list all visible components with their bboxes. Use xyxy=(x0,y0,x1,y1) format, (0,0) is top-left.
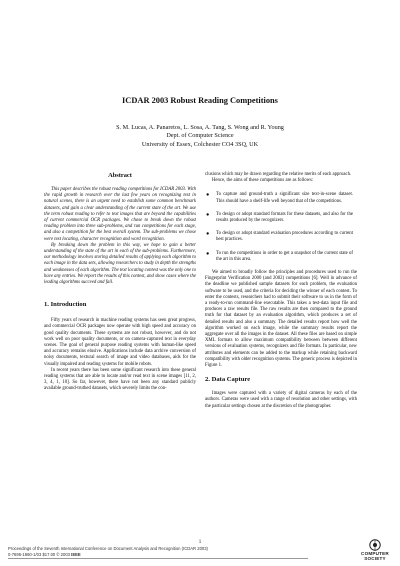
right-paragraph-3: We aimed to broadly follow the principles and procedures used to run the Fingerprint Verification 2000 (and 2002) competitions [6]. Well in advance of the deadline we published sample datasets for each problem, the evaluation software to be used, and the criteria for deciding the winner of each contest. To enter the contests, researchers had to submit their software to us in the form of a ready-to-run command-line executable. This takes a test-data input file and produces a raw results file. The raw results are then compared to the ground truth for that dataset by an evaluation algorithm, which produces a set of detailed results and also a summary. The detailed results report how well the algorithm worked on each image, while the summary results report the aggregate over all the images in the dataset. All these files are based on simple XML formats to allow maximum compatibility between between different versions of evaluation systems, recognizers and file formats. In particular, new attributes and elements can be added to the markup while retaining backward compatibility with older recognition systems. The generic process is depicted in Figure 1. xyxy=(205,270,357,369)
logo-text-line-2: SOCIETY xyxy=(364,556,386,561)
abstract-heading: Abstract xyxy=(108,172,132,179)
department-line: Dept. of Computer Science xyxy=(166,132,234,140)
right-paragraph-4: Images were captured with a variety of digital cameras by each of the authors. Cameras were used with a range of resolution and other settings, with the particular settings chosen at the discretion of the photographer. xyxy=(205,391,357,409)
proceedings-line: Proceedings of the Seventh International Conference on Document Analysis and Recognition (ICDAR 2003) xyxy=(8,546,208,551)
paper-title: ICDAR 2003 Robust Reading Competitions xyxy=(122,96,278,105)
aims-list-item-text: To design or adopt standard formats for these datasets, and also for the results produced by the recognizers. xyxy=(216,211,353,224)
aims-list-item-text: To capture and ground-truth a significant size text-in-scene dataset. This should have a shelf-life well beyond that of the competitions. xyxy=(216,192,353,204)
computer-society-emblem-icon xyxy=(368,539,382,551)
proceedings-footer xyxy=(8,546,208,557)
aims-list xyxy=(205,192,357,263)
bullet-icon: ● xyxy=(206,192,210,199)
bullet-icon: ● xyxy=(206,250,210,257)
intro-paragraph-1: Fifty years of research in machine reading systems has seen great progress, and commercial OCR packages now operate with high speed and accuracy on good quality documents. These systems are not robust, however, and do not work well on poor quality documents, or on camera-captured text in everyday scenes. The goal of general purpose reading systems with human-like speed and accuracy remains elusive. Applications include data archive conversion of noisy documents, textural search of image and video databases, aids for the visually impaired and reading systems for mobile robots. xyxy=(44,318,196,367)
aims-list-item-text: To design or adopt standard evaluation procedures according to current best practices. xyxy=(216,231,353,243)
left-column xyxy=(44,172,196,393)
bullet-icon: ● xyxy=(206,231,210,238)
copyright-line xyxy=(8,552,208,558)
ieee-label: IEEE xyxy=(71,551,81,557)
affiliation-line: University of Essex, Colchester CO4 3SQ, UK xyxy=(141,140,259,148)
computer-society-logo xyxy=(355,539,395,561)
bullet-icon: ● xyxy=(206,211,210,218)
aims-list-item-text: To run the competitions in order to get a snapshot of the current state of the art in this area. xyxy=(216,250,353,262)
abstract-paragraph-2: By breaking down the problem in this way, we hope to gain a better understanding of the state of the art in each of the sub-problems. Furthermore, our methodology involves storing detailed results of applying each algorithm to each image in the data sets, allowing researchers to study in depth the strengths and weaknesses of each algorithm. The text locating contest was the only one to have any entries. We report the results of this contest, and show cases where the leading algorithms succeed and fail. xyxy=(44,242,196,286)
right-paragraph-1: clusions which may be drawn regarding the relative merits of each approach. xyxy=(205,172,352,177)
aims-list-item xyxy=(205,192,357,204)
logo-text-line-1: COMPUTER xyxy=(361,551,389,556)
footer-divider xyxy=(8,558,308,559)
abstract-paragraph-1: This paper describes the robust reading competitions for ICDAR 2003. With the rapid growth in research over the last few years on recognizing text in natural scenes, there is an urgent need to establish some common benchmark datasets, and gain a clear understanding of the current state of the art. We use the term robust reading to refer to text images that are beyond the capabilities of current commercial OCR packages. We chose to break down the robust reading problem into three sub-problems, and run competitions for each stage, and also a competition for the best overall system. The sub-problems we chose were text locating, character recognition and word recognition. xyxy=(44,187,196,242)
aims-list-item xyxy=(205,231,357,243)
right-column xyxy=(205,172,357,410)
aims-list-item xyxy=(205,212,357,224)
data-capture-heading: 2. Data Capture xyxy=(205,376,251,384)
right-paragraph-2: Hence, the aims of these competitions are as follows: xyxy=(212,178,314,184)
aims-list-item xyxy=(205,251,357,263)
introduction-heading: 1. Introduction xyxy=(44,301,87,309)
intro-paragraph-2: In recent years there has been some significant research into these general reading systems that are able to locate and/or read text in scene images [11, 2, 3, 4, 1, 10]. So far, however, there have not been any standard publicly available ground-truthed datasets, which severely limits the con- xyxy=(44,367,196,392)
authors-line: S. M. Lucas, A. Panaretos, L. Sosa, A. Tang, S. Wong and R. Young xyxy=(116,124,284,131)
page-number: 1 xyxy=(198,540,202,545)
author-block xyxy=(0,124,400,149)
copyright-text: 0-7695-1960-1/03 $17.00 © 2003 xyxy=(8,551,70,557)
